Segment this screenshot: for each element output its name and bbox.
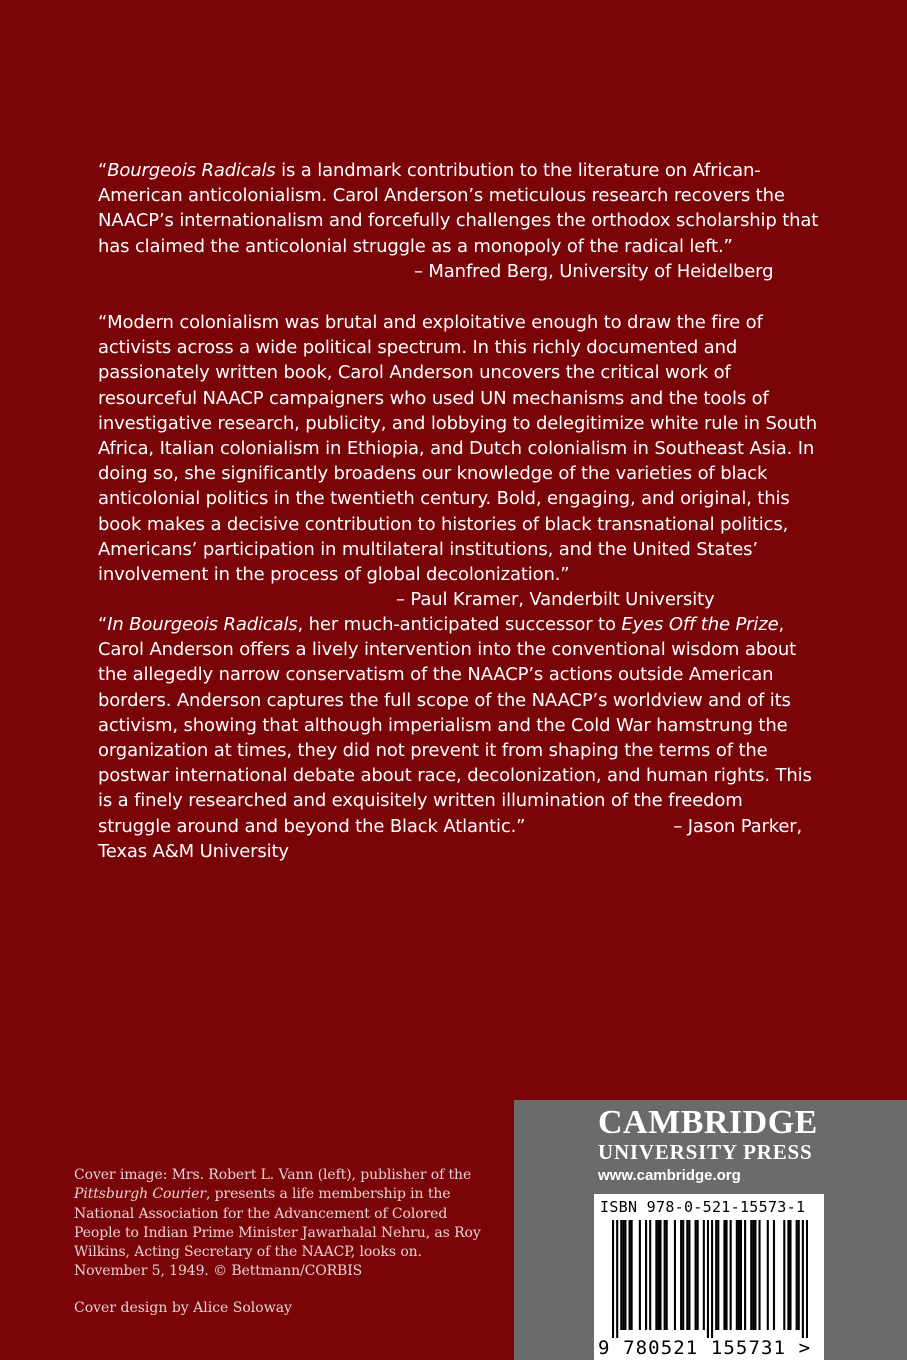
barcode-bar: [629, 1220, 631, 1330]
newspaper-title: Pittsburgh Courier: [74, 1186, 206, 1203]
publisher-logo: CAMBRIDGE: [598, 1104, 818, 1141]
prior-book-title: Eyes Off the Prize: [621, 614, 779, 635]
barcode-bar: [703, 1220, 705, 1330]
barcode-bar: [645, 1220, 647, 1330]
barcode-bar: [620, 1220, 622, 1330]
barcode-bar: [789, 1220, 791, 1330]
barcode-bar: [750, 1220, 752, 1330]
design-credit: Cover design by Alice Soloway: [74, 1300, 292, 1316]
barcode-bar: [754, 1220, 756, 1330]
barcode-bar: [688, 1220, 690, 1330]
barcode-bar: [674, 1220, 676, 1330]
barcode-bar: [740, 1220, 742, 1330]
barcode-bar: [744, 1220, 746, 1330]
barcode-bar: [730, 1220, 732, 1330]
barcode-bar: [796, 1220, 798, 1330]
isbn-label: ISBN 978-0-521-15573-1: [600, 1198, 806, 1216]
barcode-bar: [659, 1220, 661, 1330]
barcode-bar: [736, 1220, 738, 1330]
barcode-bar: [622, 1220, 624, 1330]
book-title: Bourgeois Radicals: [107, 160, 276, 181]
book-title: In Bourgeois Radicals: [107, 614, 298, 635]
barcode-bar: [680, 1220, 682, 1330]
barcode-bar: [616, 1220, 618, 1338]
publisher-panel: [514, 1100, 907, 1360]
publisher-url: www.cambridge.org: [598, 1167, 741, 1184]
barcode-bar: [657, 1220, 659, 1330]
barcode-bar: [752, 1220, 754, 1330]
quote-parker-attribution: – Jason Parker, Texas A&M University: [98, 815, 803, 862]
barcode-digits: 9 780521 155731 >: [598, 1337, 812, 1359]
barcode-bar: [695, 1220, 697, 1330]
barcode-bar: [773, 1220, 775, 1330]
barcode-icon: [612, 1220, 808, 1338]
barcode-bar: [723, 1220, 725, 1330]
barcode-bar: [631, 1220, 633, 1330]
barcode-bar: [664, 1220, 666, 1330]
barcode-bar: [783, 1220, 785, 1330]
isbn-barcode: [594, 1194, 824, 1360]
quote-berg: [98, 158, 828, 284]
barcode-bar: [802, 1220, 804, 1338]
quote-berg-attribution: – Manfred Berg, University of Heidelberg: [414, 260, 774, 282]
barcode-bar: [715, 1220, 717, 1330]
quote-parker-text: “In Bourgeois Radicals, her much-anticipated successor to Eyes Off the Prize, Carol Anderson offers a lively intervention into the conventional wisdom about the allegedly narrow conservatism of the NAACP’s actions outside American borders. Anderson captures the full scope of the NAACP’s worldview and of its activism, showing that although imperialism and the Cold War hamstrung the organization at times, they did not prevent it from shaping the terms of the postwar international debate about race, decolonization, and human rights. This is a finely researched and exquisitely written illumination of the freedom struggle around and beyond the Black Atlantic.” – Jason Parker, Texas A&M University: [98, 614, 812, 862]
quote-berg-text: “Bourgeois Radicals is a landmark contribution to the literature on African-American anticolonialism. Carol Anderson’s meticulous research recovers the NAACP’s internationalism and forcefully challenges the orthodox scholarship that has claimed the anticolonial struggle as a monopoly of the radical left.”: [98, 160, 819, 257]
quote-kramer: [98, 310, 828, 612]
barcode-bar: [624, 1220, 626, 1330]
quote-kramer-text: “Modern colonialism was brutal and exploitative enough to draw the fire of activists across a wide political spectrum. In this richly documented and passionately written book, Carol Anderson uncovers the critical work of resourceful NAACP campaigners who used UN mechanisms and the tools of investigative research, publicity, and lobbying to delegitimize white rule in South Africa, Italian colonialism in Ethiopia, and Dutch colonialism in Southeast Asia. In doing so, she significantly broadens our knowledge of the varieties of black anticolonial politics in the twentieth century. Bold, engaging, and original, this book makes a decisive contribution to histories of black transnational politics, Americans’ participation in multilateral institutions, and the United States’ involvement in the process of global decolonization.”: [98, 312, 818, 586]
barcode-bar: [738, 1220, 740, 1330]
barcode-bar: [682, 1220, 684, 1330]
barcode-bar: [707, 1220, 709, 1338]
barcode-bar: [798, 1220, 800, 1330]
quote-kramer-attribution: – Paul Kramer, Vanderbilt University: [396, 589, 715, 611]
barcode-bar: [787, 1220, 789, 1330]
barcode-bar: [717, 1220, 719, 1330]
barcode-bar: [725, 1220, 727, 1330]
barcode-bar: [697, 1220, 699, 1330]
publisher-subtitle: UNIVERSITY PRESS: [598, 1140, 813, 1164]
barcode-bar: [758, 1220, 760, 1330]
barcode-bar: [655, 1220, 657, 1330]
barcode-bar: [649, 1220, 651, 1330]
cover-image-caption: Cover image: Mrs. Robert L. Vann (left), publisher of the Pittsburgh Courier, presents a life membership in the National Association for the Advancement of Colored People to Indian Prime Minister Jawarhalal Nehru, as Roy Wilkins, Acting Secretary of the NAACP, looks on. November 5, 1949. © Bettmann/CORBIS: [74, 1167, 481, 1280]
quote-parker: [98, 612, 818, 864]
barcode-bar: [711, 1220, 713, 1338]
barcode-bar: [612, 1220, 614, 1338]
barcode-bar: [666, 1220, 668, 1330]
barcode-bar: [686, 1220, 688, 1330]
barcode-bar: [806, 1220, 808, 1338]
barcode-bar: [767, 1220, 769, 1330]
barcode-bar: [639, 1220, 641, 1330]
